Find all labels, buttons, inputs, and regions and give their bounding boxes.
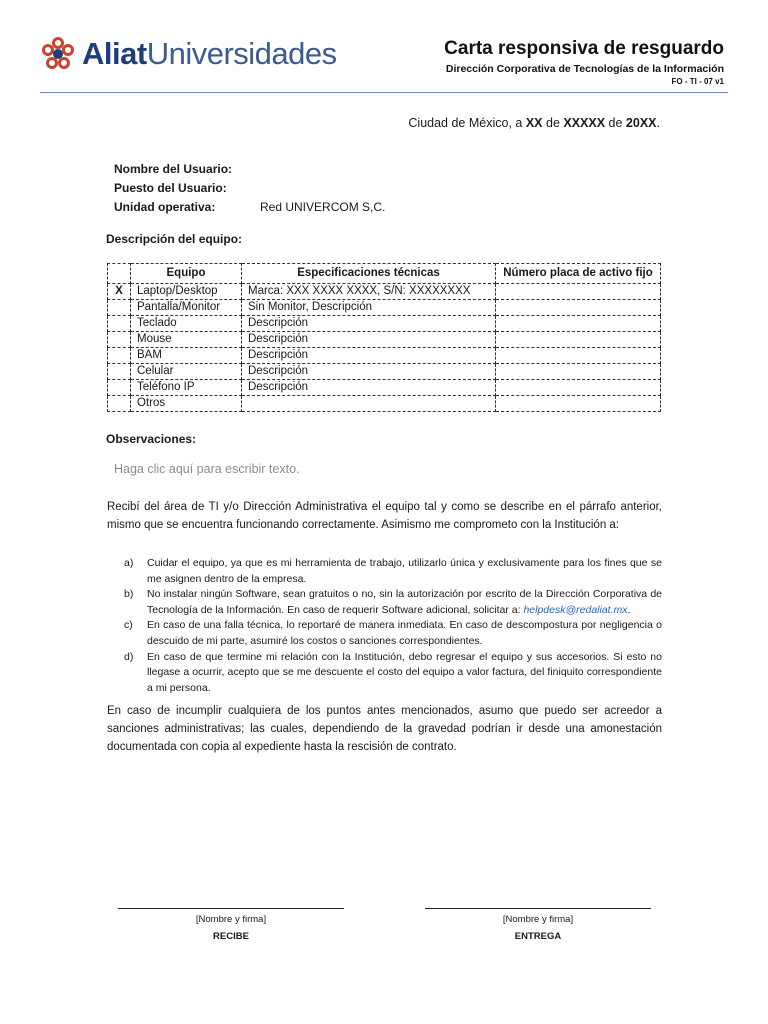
table-row — [108, 348, 661, 364]
selection-mark[interactable] — [108, 348, 131, 364]
operating-unit-row: Unidad operativa: Red UNIVERCOM S,C. — [114, 198, 385, 217]
table-header: Especificaciones técnicas — [242, 264, 496, 284]
aliat-star-icon — [40, 36, 76, 72]
document-title: Carta responsiva de resguardo — [444, 38, 724, 59]
user-name-row: Nombre del Usuario: — [114, 162, 233, 176]
asset-number-cell[interactable] — [496, 284, 661, 300]
table-row — [108, 380, 661, 396]
specs-cell: Descripción — [242, 364, 496, 380]
asset-number-cell[interactable] — [496, 316, 661, 332]
operating-unit-value: Red UNIVERCOM S,C. — [260, 200, 386, 214]
commitment-paragraph: Recibí del área de TI y/o Dirección Administrativa el equipo tal y como se describe en el párrafo anterior, mismo que se encuentra funcionando correctamente. Asimismo me comprometo con la Institución a: — [107, 501, 662, 531]
logo-wordmark: AliatUniversidades — [82, 36, 337, 71]
asset-number-cell[interactable] — [496, 396, 661, 412]
signature-line[interactable] — [118, 908, 344, 909]
user-fields — [114, 160, 385, 217]
observations-input[interactable]: Haga clic aquí para escribir texto. — [114, 462, 300, 476]
document-code: FO - TI - 07 v1 — [671, 77, 724, 86]
signature-role: ENTREGA — [514, 931, 562, 942]
signature-line[interactable] — [425, 908, 651, 909]
asset-number-cell[interactable] — [496, 332, 661, 348]
signature-role: RECIBE — [213, 931, 249, 942]
equipment-cell: Celular — [131, 364, 242, 380]
list-item: a) Cuidar el equipo, ya que es mi herramienta de trabajo, utilizarlo única y exclusivamente para los fines que se me asignen dentro de la empresa. — [124, 557, 662, 585]
user-position-row: Puesto del Usuario: — [114, 181, 227, 195]
table-header — [108, 264, 131, 284]
specs-cell: Descripción — [242, 316, 496, 332]
selection-mark[interactable] — [108, 396, 131, 412]
table-row — [108, 300, 661, 316]
equipment-cell: Otros — [131, 396, 242, 412]
specs-cell — [242, 396, 496, 412]
sanctions-paragraph: En caso de incumplir cualquiera de los puntos antes mencionados, asumo que puedo ser acreedor a sanciones administrativas; las cuales, dependiendo de la gravedad podrían ir desde una amonestación documentada con copia al expediente hasta la rescisión de contrato. — [107, 705, 662, 753]
asset-number-cell[interactable] — [496, 364, 661, 380]
equipment-cell: Mouse — [131, 332, 242, 348]
helpdesk-email-link[interactable]: helpdesk@redaliat.mx — [523, 603, 628, 616]
list-item: c) En caso de una falla técnica, lo reportaré de manera inmediata. En caso de descompostura por negligencia o descuido de mi parte, asumiré los costos o sanciones correspondientes. — [124, 619, 662, 647]
aliat-logo — [40, 36, 337, 72]
observations-label: Observaciones: — [106, 432, 197, 446]
asset-number-cell[interactable] — [496, 348, 661, 364]
selection-mark[interactable] — [108, 332, 131, 348]
header-divider — [40, 92, 728, 93]
equipment-label: Descripción del equipo: — [106, 232, 243, 246]
commitments-list — [124, 556, 662, 696]
signature-recibe — [118, 908, 344, 942]
selection-mark[interactable] — [108, 380, 131, 396]
document-header — [40, 36, 728, 92]
signature-caption: [Nombre y firma] — [195, 914, 267, 925]
table-header: Equipo — [131, 264, 242, 284]
table-header-row — [108, 264, 661, 284]
specs-cell: Descripción — [242, 380, 496, 396]
list-item: d) En caso de que termine mi relación con la Institución, debo regresar el equipo y sus accesorios. Si esto no llegase a ocurrir, acepto que se me descuente el costo del equipo a valor factura, del finiquito correspondiente a mi persona. — [124, 650, 662, 694]
equipment-cell: Teclado — [131, 316, 242, 332]
equipment-cell: Pantalla/Monitor — [131, 300, 242, 316]
equipment-table — [107, 263, 661, 412]
specs-cell: Marca: XXX XXXX XXXX, S/N: XXXXXXXX — [242, 284, 496, 300]
selection-mark[interactable] — [108, 316, 131, 332]
table-row — [108, 316, 661, 332]
selection-mark[interactable]: X — [108, 284, 131, 300]
signature-entrega — [425, 908, 651, 942]
selection-mark[interactable] — [108, 364, 131, 380]
asset-number-cell[interactable] — [496, 300, 661, 316]
specs-cell: Descripción — [242, 348, 496, 364]
equipment-cell: Teléfono IP — [131, 380, 242, 396]
place-date: Ciudad de México, a XX de XXXXX de 20XX. — [408, 116, 660, 130]
equipment-cell: BAM — [131, 348, 242, 364]
asset-number-cell[interactable] — [496, 380, 661, 396]
list-item: b) No instalar ningún Software, sean gratuitos o no, sin la autorización por escrito de la Dirección Corporativa de Tecnología de la Información. En caso de requerir Software adicional, solicitar a: helpdesk@redaliat.mx. — [124, 588, 662, 616]
table-header: Número placa de activo fijo — [496, 264, 661, 284]
title-block — [444, 36, 724, 88]
table-row — [108, 364, 661, 380]
signature-caption: [Nombre y firma] — [502, 914, 574, 925]
specs-cell: Descripción — [242, 332, 496, 348]
specs-cell: Sin Monitor, Descripción — [242, 300, 496, 316]
equipment-cell: Laptop/Desktop — [131, 284, 242, 300]
table-row — [108, 284, 661, 300]
selection-mark[interactable] — [108, 300, 131, 316]
table-row — [108, 396, 661, 412]
document-subtitle: Dirección Corporativa de Tecnologías de la Información — [445, 63, 724, 75]
table-row — [108, 332, 661, 348]
